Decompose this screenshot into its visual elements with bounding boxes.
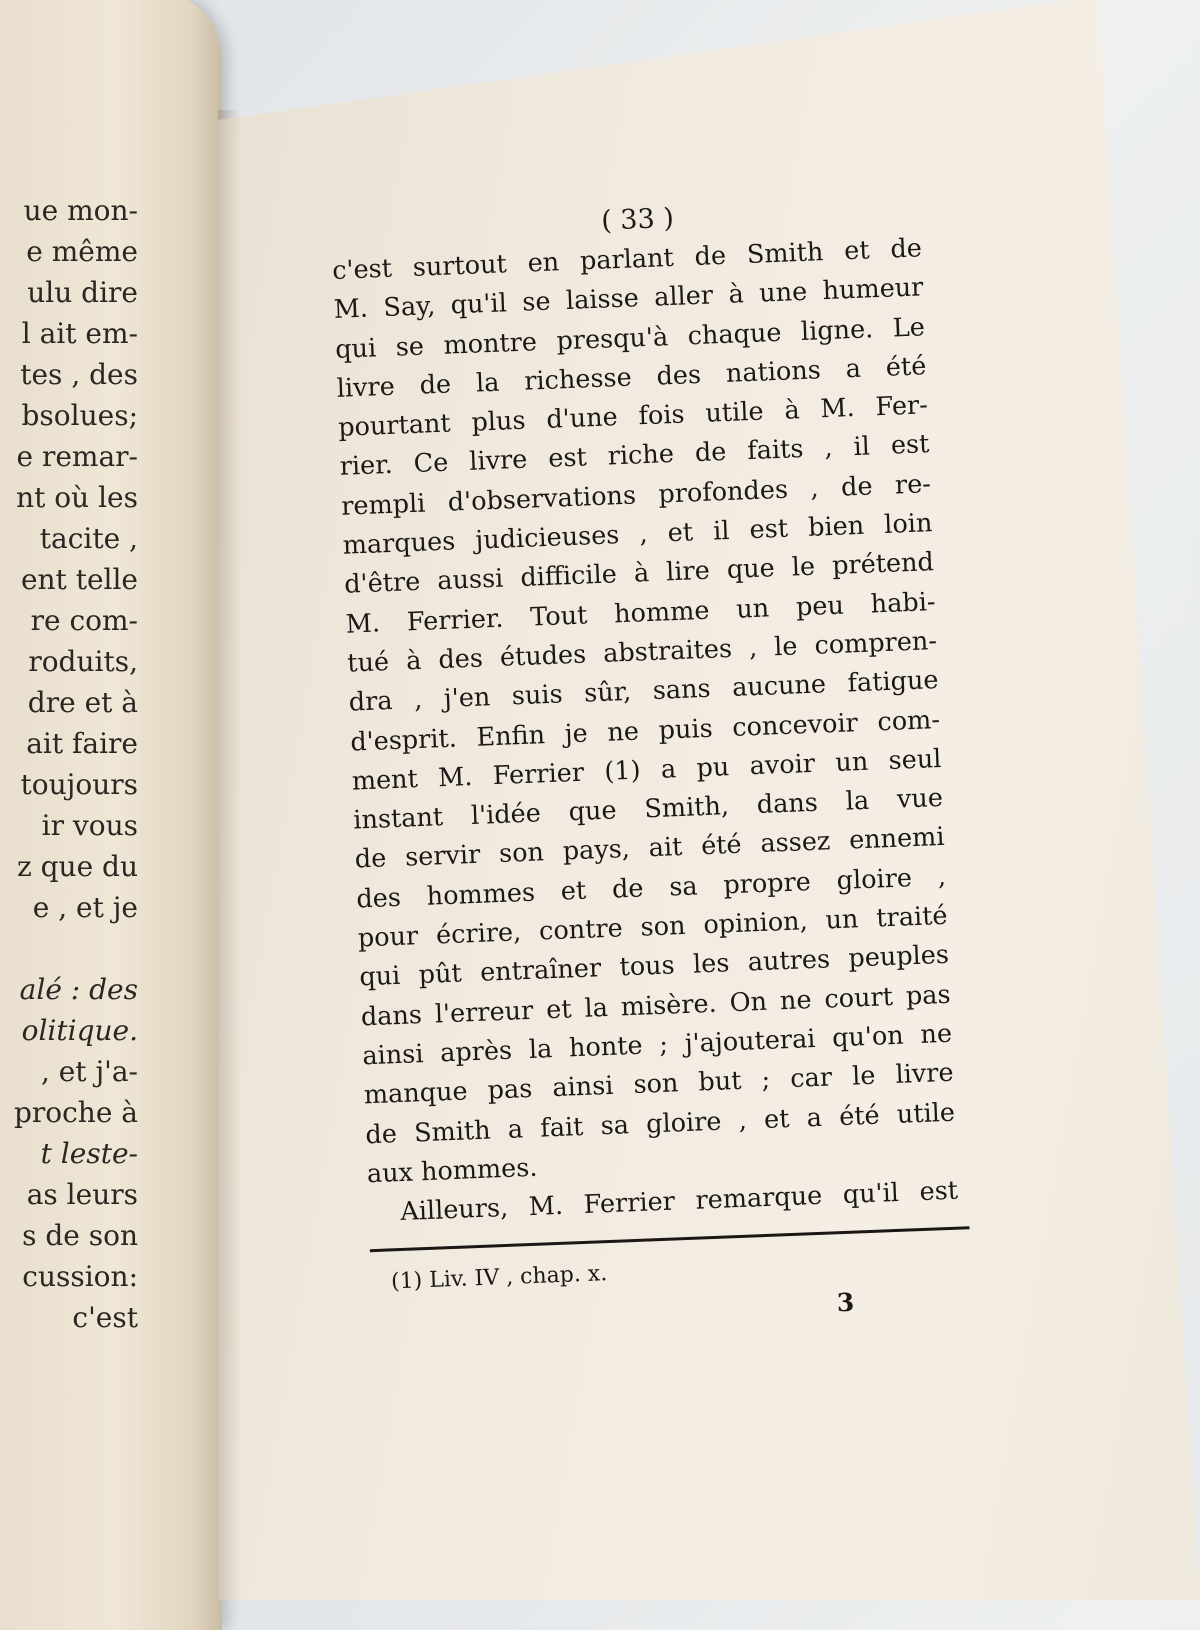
footnote: (1) Liv. IV , chap. x.: [390, 1261, 608, 1295]
body-text: [332, 229, 968, 1194]
body-line: dans l'erreur et la misère. On ne court pas: [360, 979, 952, 1033]
body-line: de Smith a fait sa gloire , et a été utile: [364, 1097, 956, 1150]
body-line: rempli d'observations profondes , de re-: [340, 468, 932, 522]
left-page-line: e même: [26, 235, 138, 268]
body-line: c'est surtout en parlant de Smith et de: [331, 233, 923, 286]
body-line: de servir son pays, ait été assez ennemi: [354, 822, 946, 875]
left-page-line: as leurs: [26, 1178, 138, 1211]
body-line: des hommes et de sa propre gloire ,: [355, 861, 947, 915]
left-page-line: alé : des: [19, 973, 138, 1006]
left-page-line: ait faire: [26, 727, 138, 760]
left-page-line: toujours: [20, 768, 138, 801]
left-page-line: proche à: [13, 1096, 138, 1129]
left-page-line: s de son: [22, 1219, 138, 1252]
left-page-line: nt où les: [16, 481, 138, 514]
left-page-line: tacite ,: [39, 522, 138, 555]
body-line: pourtant plus d'une fois utile à M. Fer-: [337, 390, 929, 444]
body-line: M. Say, qu'il se laisse aller à une humeur: [333, 272, 924, 326]
left-page-line: olitique.: [21, 1014, 138, 1047]
body-line: marques judicieuses , et il est bien loin: [342, 508, 933, 561]
body-line: ment M. Ferrier (1) a pu avoir un seul: [351, 743, 942, 797]
body-line: aux hommes.: [366, 1152, 538, 1190]
signature-mark: 3: [836, 1288, 855, 1318]
left-page-line: ue mon-: [23, 194, 138, 227]
body-line: M. Ferrier. Tout homme un peu habi-: [345, 586, 936, 640]
left-page-line: c'est: [72, 1301, 138, 1334]
left-page-line: t leste-: [40, 1137, 138, 1170]
left-page-line: e , et je: [32, 891, 138, 924]
left-page-line: roduits,: [28, 645, 138, 678]
left-page-line: tes , des: [20, 358, 138, 391]
left-page: [0, 0, 222, 1630]
paragraph-start-line: Ailleurs, M. Ferrier remarque qu'il est: [399, 1175, 959, 1228]
right-page-text-block: [330, 189, 973, 1336]
left-page-line: bsolues;: [21, 399, 138, 432]
body-line: qui pût entraîner tous les autres peuples: [358, 940, 950, 993]
body-line: qui se montre presqu'à chaque ligne. Le: [334, 311, 926, 365]
body-line: tué à des études abstraites , le compren-: [346, 625, 938, 679]
body-line: manque pas ainsi son but ; car le livre: [363, 1057, 955, 1111]
left-page-line: ir vous: [41, 809, 138, 842]
page-number: ( 33 ): [600, 202, 675, 237]
body-line: instant l'idée que Smith, dans la vue: [352, 783, 944, 836]
left-page-text: [0, 190, 140, 1338]
body-line: rier. Ce livre est riche de faits , il est: [339, 429, 930, 483]
page-gutter-shadow: [218, 110, 242, 1600]
body-line: livre de la richesse des nations a été: [336, 351, 927, 404]
left-page-line: l ait em-: [21, 317, 138, 350]
left-page-line: ulu dire: [27, 276, 138, 309]
left-page-line: , et j'a-: [40, 1055, 138, 1088]
body-line: d'être aussi difficile à lire que le prétend: [343, 547, 935, 601]
left-page-line: dre et à: [27, 686, 138, 719]
body-line: dra , j'en suis sûr, sans aucune fatigue: [348, 665, 939, 718]
left-page-line: cussion:: [22, 1260, 138, 1293]
left-page-line: re com-: [30, 604, 138, 637]
left-page-line: ent telle: [20, 563, 138, 596]
body-line: d'esprit. Enfin je ne puis concevoir com-: [349, 704, 941, 758]
body-line: pour écrire, contre son opinion, un traité: [357, 900, 949, 954]
left-page-line: e remar-: [16, 440, 138, 473]
body-line: ainsi après la honte ; j'ajouterai qu'on ne: [361, 1018, 953, 1072]
left-page-line: [0, 928, 138, 969]
left-page-line: z que du: [16, 850, 138, 883]
